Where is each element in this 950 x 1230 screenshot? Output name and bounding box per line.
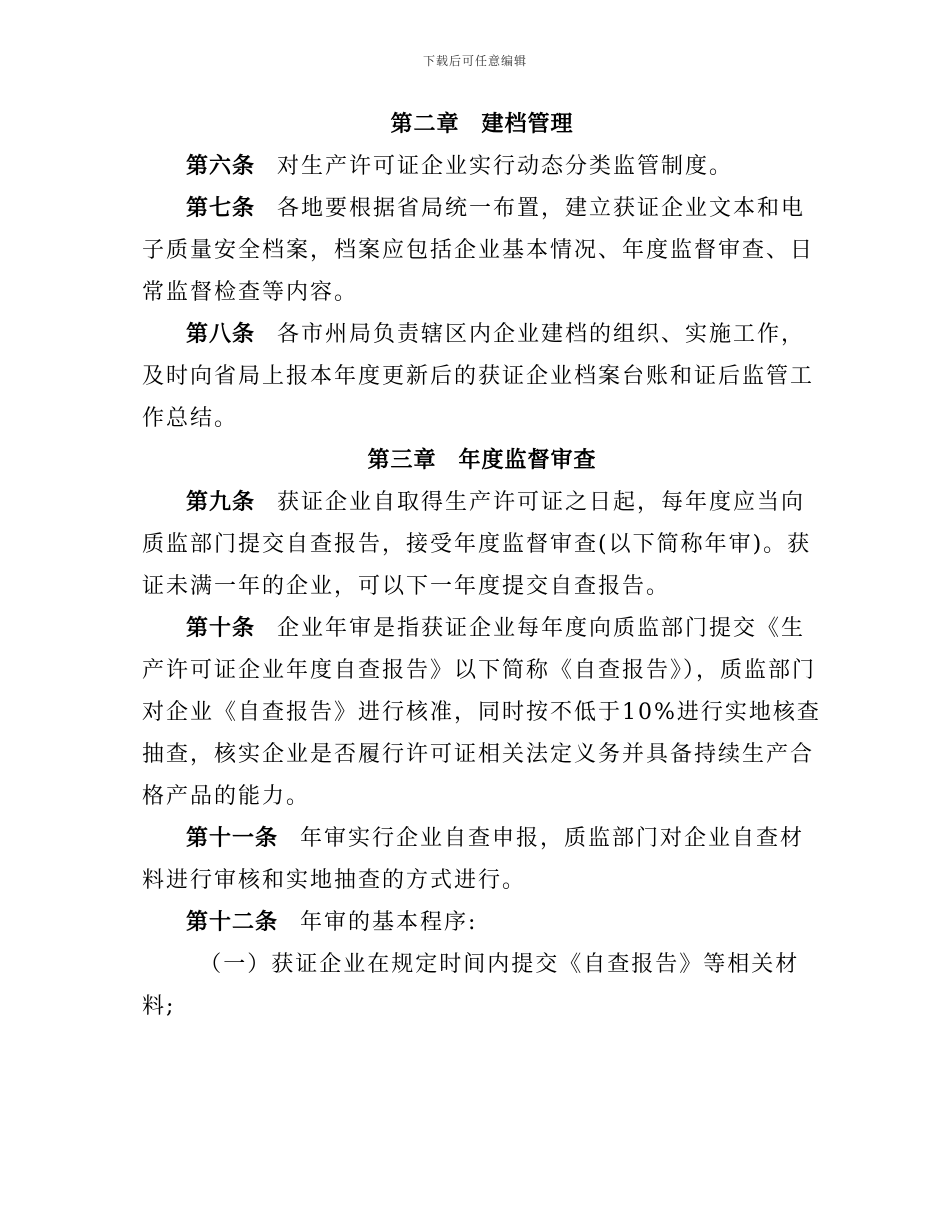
article-6-text: 对生产许可证企业实行动态分类监管制度。 [277, 154, 734, 179]
chapter-3-title: 年度监督审查 [458, 448, 597, 473]
chapter-2-title: 建档管理 [481, 112, 574, 137]
article-11 [142, 818, 822, 902]
chapter-3-heading [142, 440, 822, 482]
article-11-text: 年审实行企业自查申报，质监部门对企业自查材料进行审核和实地抽查的方式进行。 [142, 826, 805, 893]
article-6 [142, 146, 822, 188]
chapter-2-number: 第二章 [390, 112, 460, 137]
article-8-text: 各市州局负责辖区内企业建档的组织、实施工作，及时向省局上报本年度更新后的获证企业档案台账和证后监管工作总结。 [142, 322, 815, 431]
article-10 [142, 608, 822, 818]
article-6-label: 第六条 [186, 154, 256, 179]
article-12-label: 第十二条 [186, 910, 279, 935]
procedure-item-1: （一）获证企业在规定时间内提交《自查报告》等相关材料; [142, 952, 800, 1019]
article-10-label: 第十条 [186, 616, 256, 641]
article-9-text: 获证企业自取得生产许可证之日起，每年度应当向质监部门提交自查报告，接受年度监督审查(以下简称年审)。获证未满一年的企业，可以下一年度提交自查报告。 [142, 490, 812, 599]
article-7-label: 第七条 [186, 196, 256, 221]
article-11-label: 第十一条 [186, 826, 279, 851]
article-8 [142, 314, 822, 440]
article-12 [142, 902, 822, 944]
chapter-2-heading [142, 104, 822, 146]
article-8-label: 第八条 [186, 322, 256, 347]
article-9-label: 第九条 [186, 490, 256, 515]
chapter-3-number: 第三章 [367, 448, 437, 473]
article-7 [142, 188, 822, 314]
article-10-text: 企业年审是指获证企业每年度向质监部门提交《生产许可证企业年度自查报告》以下简称《自查报告》），质监部门对企业《自查报告》进行核准，同时按不低于10%进行实地核查抽查，核实企业是否履行许可证相关法定义务并具备持续生产合格产品的能力。 [142, 616, 821, 809]
article-9 [142, 482, 822, 608]
document-body [142, 104, 822, 1028]
article-7-text: 各地要根据省局统一布置，建立获证企业文本和电子质量安全档案，档案应包括企业基本情况、年度监督审查、日常监督检查等内容。 [142, 196, 815, 305]
article-12-text: 年审的基本程序: [300, 910, 478, 935]
header-note: 下载后可任意编辑 [422, 54, 527, 68]
